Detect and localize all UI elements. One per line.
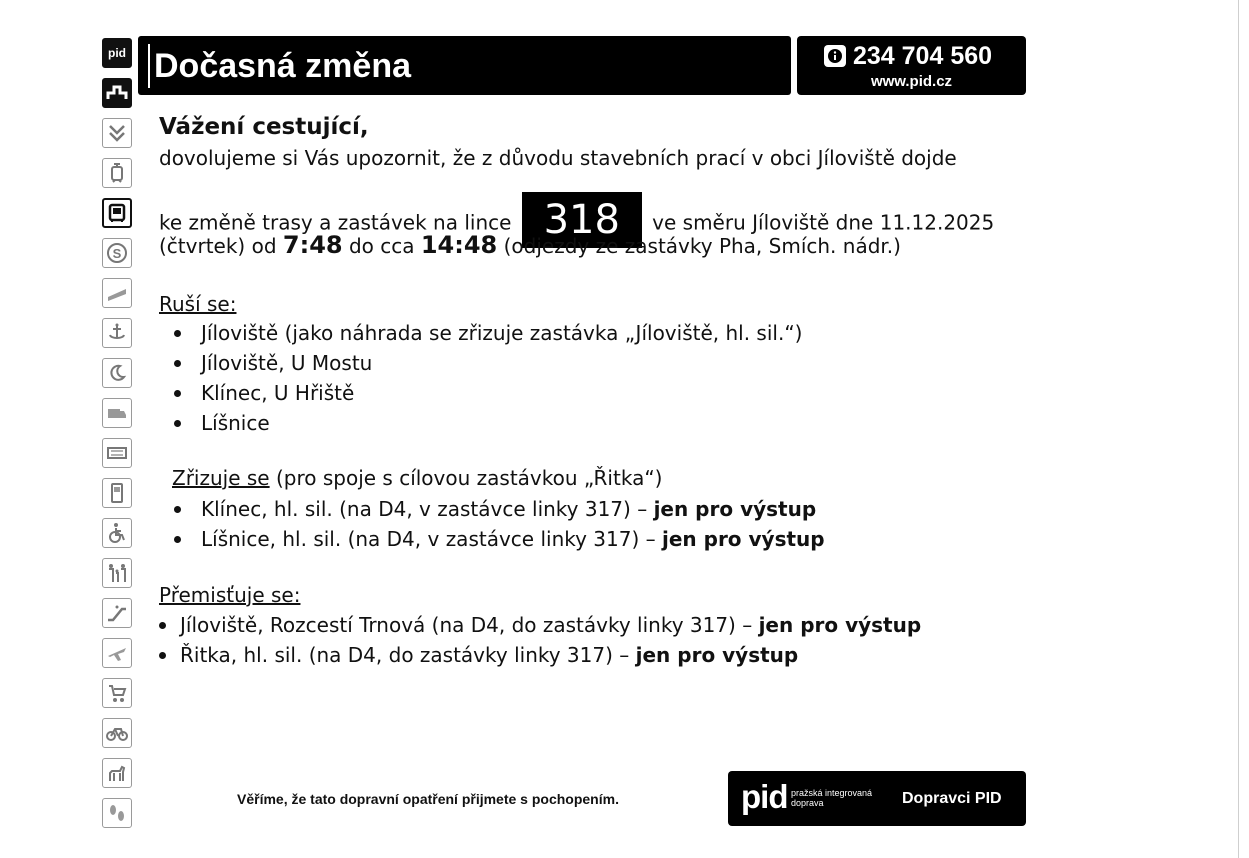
notice-line-2: ke změně trasy a zastávek na lince 318 ve směru Jíloviště dne 11.12.2025 [159,196,994,252]
list-item: Klínec, hl. sil. (na D4, v zastávce linky 317) – jen pro výstup [171,494,825,524]
pid-logo-icon: pid [102,38,132,68]
notice-line-3: (čtvrtek) od 7:48 do cca 14:48 (odjezdy ze zastávky Pha, Smích. nádr.) [159,231,901,259]
airplane-icon [102,638,132,668]
website-link[interactable]: www.pid.cz [870,73,953,90]
info-icon [824,45,846,67]
dog-icon [102,758,132,788]
stroller-icon [102,678,132,708]
suburban-train-icon [102,238,132,268]
time-to: 14:48 [420,231,498,259]
wheelchair-icon [102,518,132,548]
svg-text:S: S [112,246,122,261]
list-item: Klínec, U Hřiště [171,378,802,408]
relocated-list [156,610,921,670]
title-rule [148,44,150,88]
title-bar [138,36,791,95]
operators-label: Dopravci PID [902,790,1002,807]
ferry-icon [102,318,132,348]
scrollbar[interactable] [1238,0,1239,858]
list-item: Jíloviště, Rozcestí Trnová (na D4, do zastávky linky 317) – jen pro výstup [156,610,921,640]
list-item: Jíloviště, U Mostu [171,348,802,378]
list-item: Řitka, hl. sil. (na D4, do zastávky linky 317) – jen pro výstup [156,640,921,670]
established-heading: Zřizuje se (pro spoje s cílovou zastávkou „Řitka“) [172,466,663,490]
phone-row [824,41,992,71]
family-icon [102,558,132,588]
tram-icon [102,158,132,188]
cancelled-heading: Ruší se: [159,292,237,316]
notice-line-1: dovolujeme si Vás upozornit, že z důvodu stavebních prací v obci Jíloviště dojde [159,146,957,170]
walking-icon [102,798,132,828]
pid-logo: pid [741,778,788,815]
relocated-heading: Přemisťuje se: [159,583,301,607]
metro-icon [102,118,132,148]
train-icon [102,278,132,308]
contact-box [797,36,1026,95]
phone-number[interactable]: 234 704 560 [853,42,993,70]
pid-logo-subtitle: pražská integrovaná doprava [791,788,873,808]
footer-note: Věříme, že tato dopravní opatření přijmete s pochopením. [237,791,619,807]
replacement-bus-icon [102,398,132,428]
line-direction-icon [102,78,132,108]
ticket-icon [102,438,132,468]
greeting: Vážení cestující, [159,114,369,140]
night-icon [102,358,132,388]
escalator-icon [102,598,132,628]
page-title: Dočasná změna [154,47,411,85]
list-item: Líšnice, hl. sil. (na D4, v zastávce linky 317) – jen pro výstup [171,524,825,554]
time-from: 7:48 [282,231,343,259]
bicycle-icon [102,718,132,748]
list-item: Jíloviště (jako náhrada se zřizuje zastávka „Jíloviště, hl. sil.“) [171,318,802,348]
established-list [171,494,825,554]
line-number-badge: 318 [522,192,642,248]
ticket-machine-icon [102,478,132,508]
list-item: Líšnice [171,408,802,438]
operator-box [728,771,1026,826]
bus-icon [102,198,132,228]
cancelled-list [171,318,802,438]
